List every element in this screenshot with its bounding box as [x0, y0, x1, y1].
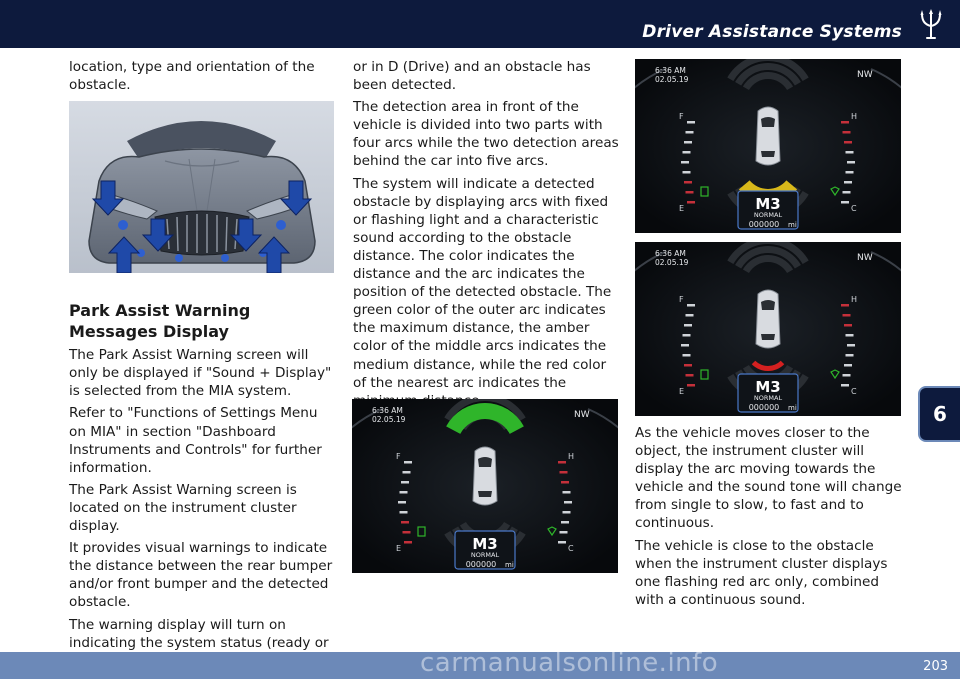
- cluster-time: 6:36 AM: [655, 66, 686, 75]
- cluster-display-amber: [635, 59, 901, 233]
- car-sensors-illustration: [69, 101, 334, 273]
- cluster-fuel-full: F: [679, 295, 684, 304]
- cluster-fuel-empty: E: [396, 544, 402, 553]
- paragraph: The system will indicate a detected obstacle by displaying arcs with fixed or flashing light and a characteristic sound according to the obstacle distance. The color indicates the distance and the arc indicates the position of the detected obstacle. The green color of the outer arc indicates the maximum distance, the amber color of the middle arcs indicates the medium distance, while the red color of the nearest arc indicates the: [353, 175, 612, 391]
- paragraph: The vehicle is close to the obstacle when the instrument cluster displays one flashing red arc only, combined with a continuous sound.: [635, 537, 888, 608]
- cluster-screen: [635, 59, 901, 233]
- paragraph: The detection area in front of the vehicle is divided into two parts with four arcs while the two detection areas behind the car into five arcs.: [353, 99, 619, 170]
- cluster-screen: [352, 399, 618, 573]
- cluster-odo-unit: mi: [505, 561, 514, 569]
- cluster-display-red: [635, 242, 901, 416]
- cluster-date: 02.05.19: [372, 415, 406, 424]
- car-top-icon: [473, 447, 497, 505]
- paragraph: Refer to "Functions of Settings Menu on MIA" in section "Dashboard Instruments and Controls" for further information.: [69, 405, 322, 476]
- paragraph: The Park Assist Warning screen is located on the instrument cluster display.: [69, 481, 297, 535]
- cluster-heading: NW: [857, 70, 873, 80]
- cluster-screen: [635, 242, 901, 416]
- cluster-time: 6:36 AM: [372, 406, 403, 415]
- watermark: carmanualsonline.info: [420, 648, 719, 678]
- page-footer: [0, 648, 960, 679]
- cluster-odometer: 000000: [748, 220, 780, 229]
- paragraph: It provides visual warnings to indicate the distance between the rear bumper and/or front bumper and the detected obstacle.: [69, 540, 333, 611]
- paragraph: or in D (Drive) and an obstacle has been detected.: [353, 59, 591, 94]
- car-top-icon: [756, 107, 780, 165]
- cluster-fuel-empty: E: [679, 387, 685, 396]
- cluster-date: 02.05.19: [655, 258, 689, 267]
- cluster-time: 6:36 AM: [655, 249, 686, 258]
- paragraph: As the vehicle moves closer to the object, the instrument cluster will display the arc moving towards the vehicle and the sound tone will change from single to slow, to fast and to continuous.: [635, 425, 902, 532]
- cluster-temp-hot: H: [851, 295, 858, 304]
- cluster-gear: M3: [472, 535, 498, 553]
- section-heading: Park Assist Warning Messages Display: [69, 301, 251, 342]
- cluster-fuel-full: F: [679, 112, 684, 121]
- car-top-icon: [756, 290, 780, 348]
- cluster-temp-hot: H: [851, 112, 858, 121]
- page-number: 203: [923, 659, 948, 674]
- cluster-fuel-empty: E: [679, 204, 685, 213]
- cluster-odo-unit: mi: [788, 221, 797, 229]
- cluster-mode: NORMAL: [470, 551, 500, 559]
- chapter-tab[interactable]: 6: [920, 388, 960, 440]
- cluster-temp-cold: C: [851, 387, 857, 396]
- cluster-mode: NORMAL: [753, 211, 783, 219]
- text-column-2: [353, 58, 619, 414]
- cluster-heading: NW: [857, 253, 873, 263]
- cluster-gear: M3: [755, 195, 781, 213]
- cluster-odometer: 000000: [465, 560, 497, 569]
- cluster-heading: NW: [574, 410, 590, 420]
- cluster-odo-unit: mi: [788, 404, 797, 412]
- cluster-fuel-full: F: [396, 452, 401, 461]
- cluster-date: 02.05.19: [655, 75, 689, 84]
- trident-icon: [916, 8, 946, 42]
- cluster-mode: NORMAL: [753, 394, 783, 402]
- cluster-display-green: [352, 399, 618, 573]
- paragraph: location, type and orientation of the obstacle.: [69, 59, 315, 94]
- cluster-temp-cold: C: [568, 544, 574, 553]
- page-header: [0, 0, 960, 48]
- cluster-odometer: 000000: [748, 403, 780, 412]
- cluster-gear: M3: [755, 378, 781, 396]
- paragraph: The Park Assist Warning screen will only be displayed if "Sound + Display" is selected from the MIA system.: [69, 347, 332, 400]
- cluster-temp-hot: H: [568, 452, 575, 461]
- section-title: Driver Assistance Systems: [642, 22, 902, 42]
- paragraph: The warning display will turn on indicating the system status (ready or: [69, 616, 329, 651]
- cluster-temp-cold: C: [851, 204, 857, 213]
- text-column-3: [635, 424, 903, 613]
